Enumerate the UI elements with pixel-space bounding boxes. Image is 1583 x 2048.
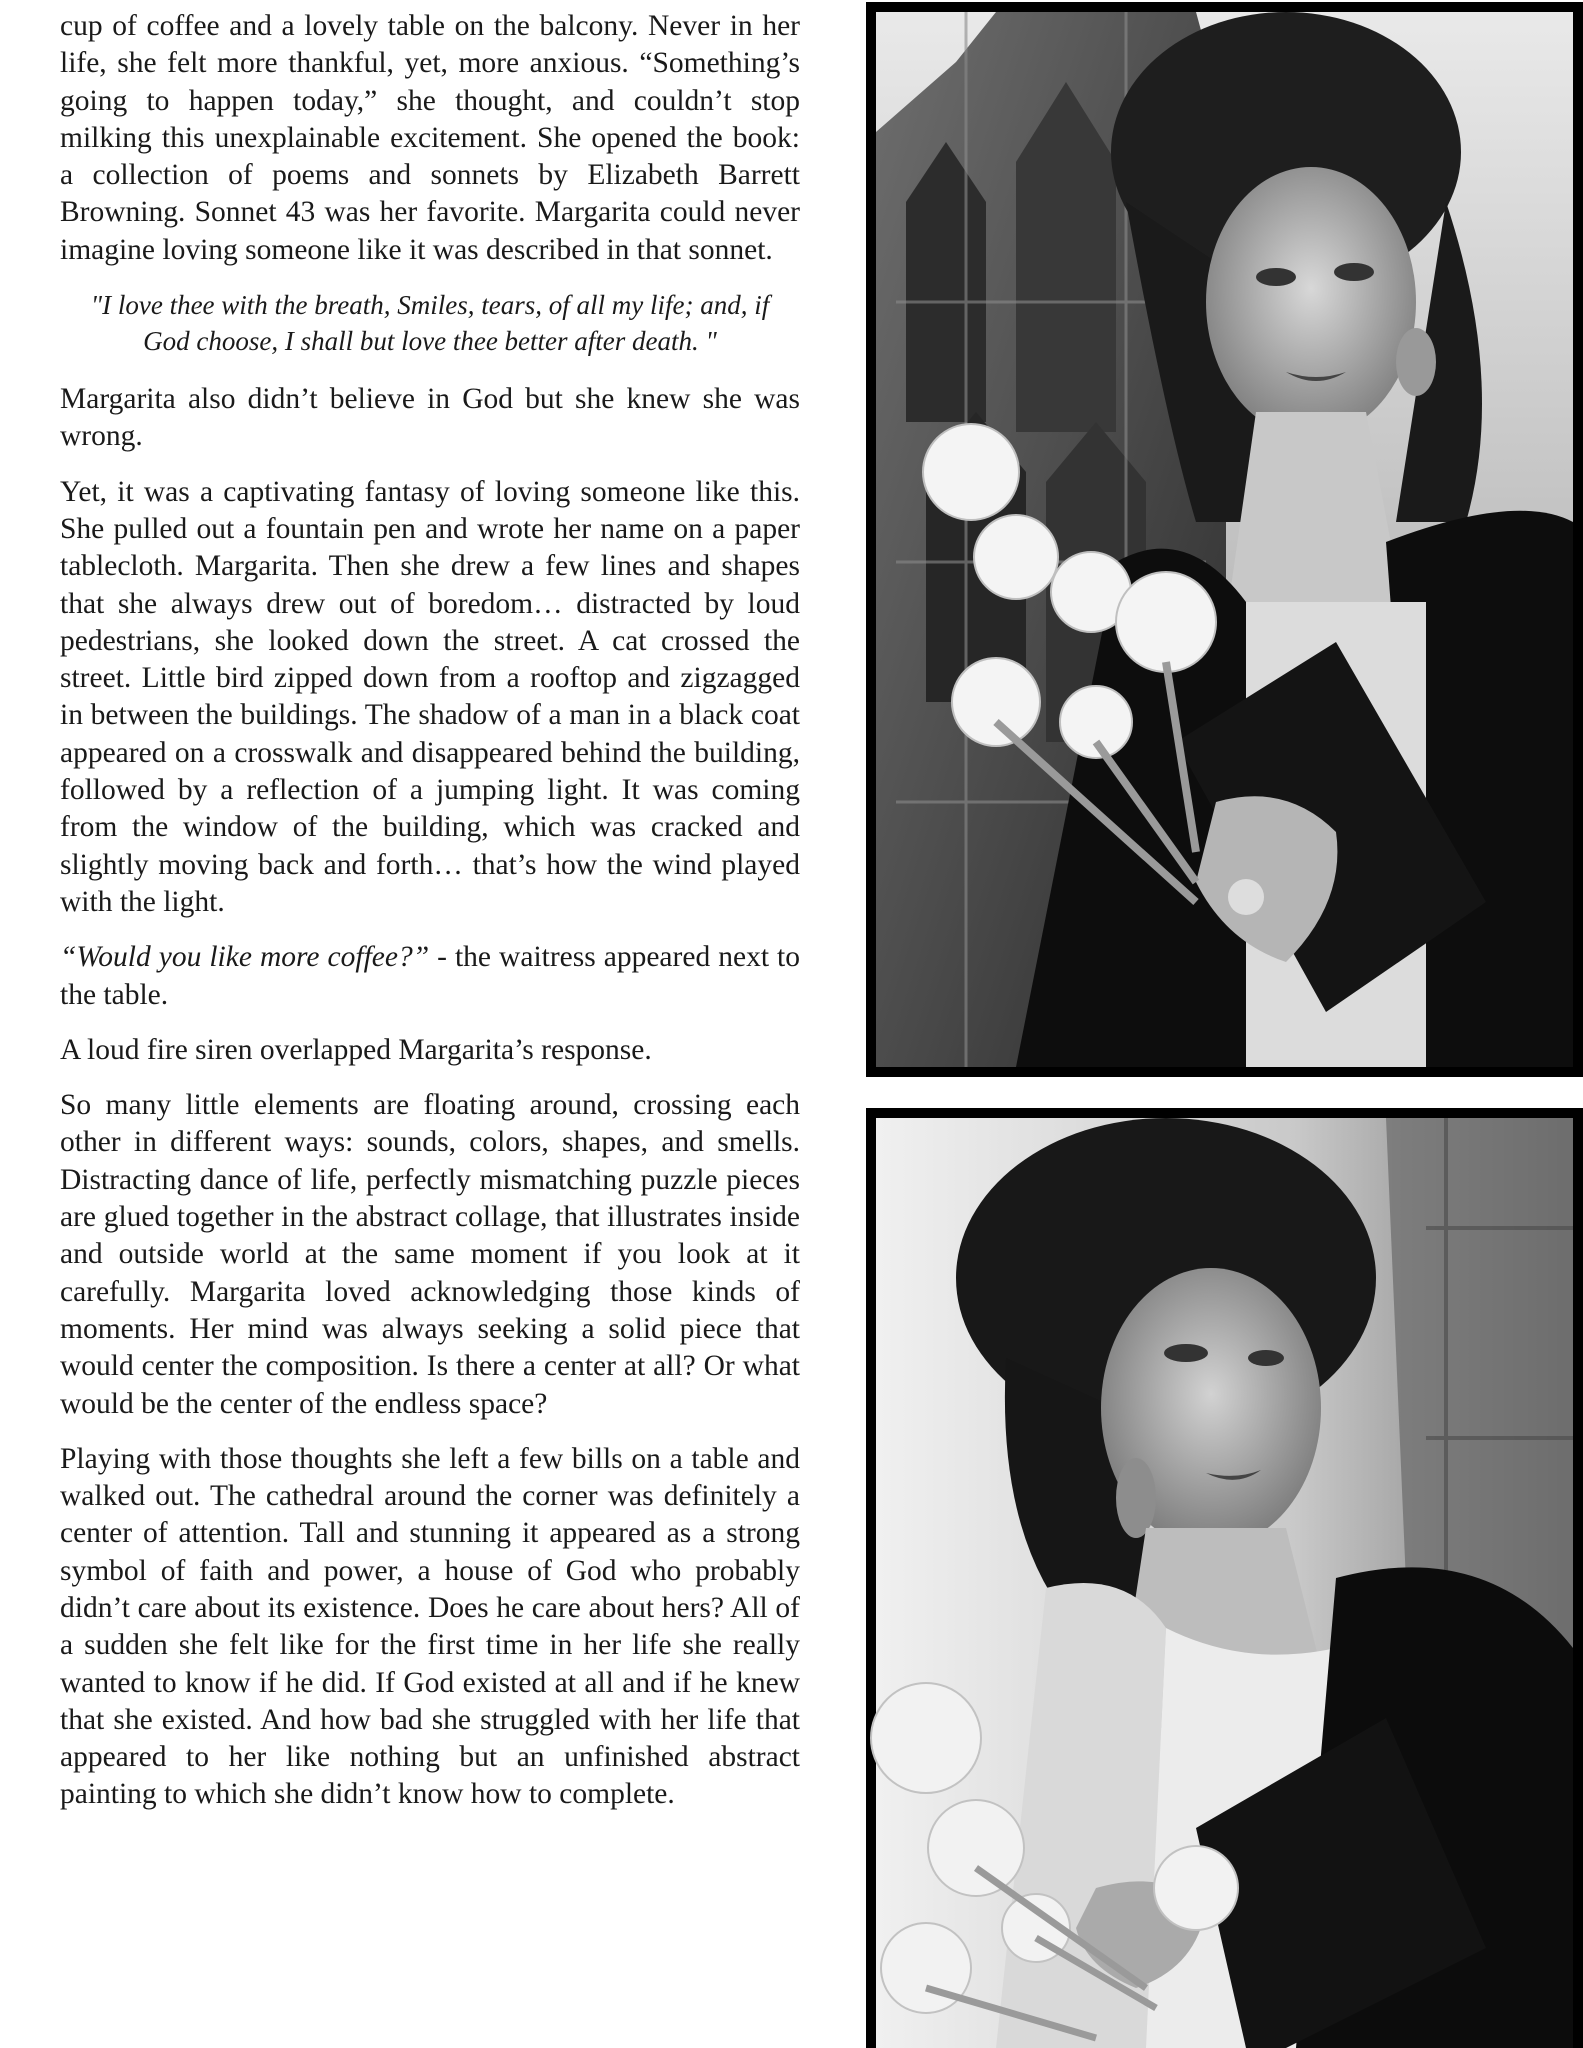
portrait-photo-top xyxy=(866,2,1583,1077)
paragraph-7: Playing with those thoughts she left a few bills on a table and walked out. The cathedral around the corner was definitely a center of attention. Tall and stunning it appeared as a strong symbol of faith and power, a house of God who probably didn’t care about its existence. Does he care about hers? All of a sudden she felt like for the first time in her life she really wanted to know if he did. If God existed at all and if he knew that she existed. And how bad she struggled with her life that appeared to her like nothing but an unfinished abstract painting to which she didn’t know how to complete. xyxy=(60,1442,800,1811)
paragraph-4 xyxy=(60,939,800,1014)
paragraph-3: Yet, it was a captivating fantasy of loving someone like this. She pulled out a fountain pen and wrote her name on a paper tablecloth. Margarita. Then she drew a few lines and shapes that she always drew out of boredom… distracted by loud pedestrians, she looked down the street. A cat crossed the street. Little bird zipped down from a rooftop and zigzagged in between the buildings. The shadow of a man in a black coat appeared on a crosswalk and disappeared behind the building, followed by a reflection of a jumping light. It was coming from the window of the building, which was cracked and slightly moving back and forth… that’s how the wind played with the light. xyxy=(60,475,800,918)
waitress-dialogue: “Would you like more coffee?” xyxy=(60,941,430,974)
paragraph-5: A loud fire siren overlapped Margarita’s response. xyxy=(60,1033,652,1066)
paragraph-1: cup of coffee and a lovely table on the balcony. Never in her life, she felt more thankful, yet, more anxious. “Something’s going to happen today,” she thought, and couldn’t stop milking this unexplainable excitement. She opened the book: a collection of poems and sonnets by Elizabeth Barrett Browning. Sonnet 43 was her favorite. Margarita could never imagine loving someone like it was described in that sonnet. xyxy=(60,10,800,266)
portrait-photo-bottom-image xyxy=(866,1108,1583,2048)
article-body xyxy=(60,8,800,1832)
paragraph-2: Margarita also didn’t believe in God but she knew she was wrong. xyxy=(60,383,800,453)
portrait-photo-bottom xyxy=(866,1108,1583,2048)
sonnet-quote: "I love thee with the breath, Smiles, tears, of all my life; and, if God choose, I shall but love thee better after death. " xyxy=(90,290,770,357)
paragraph-4-rest: - the waitress appeared next to the table. xyxy=(60,941,800,1011)
portrait-photo-top-image xyxy=(866,2,1583,1077)
paragraph-6: So many little elements are floating around, crossing each other in different ways: sounds, colors, shapes, and smells. Distracting dance of life, perfectly mismatching puzzle pieces are glued together in the abstract collage, that illustrates inside and outside world at the same moment if you look at it carefully. Margarita loved acknowledging those kinds of moments. Her mind was always seeking a solid piece that would center the composition. Is there a center at all? Or what would be the center of the endless space? xyxy=(60,1089,800,1420)
